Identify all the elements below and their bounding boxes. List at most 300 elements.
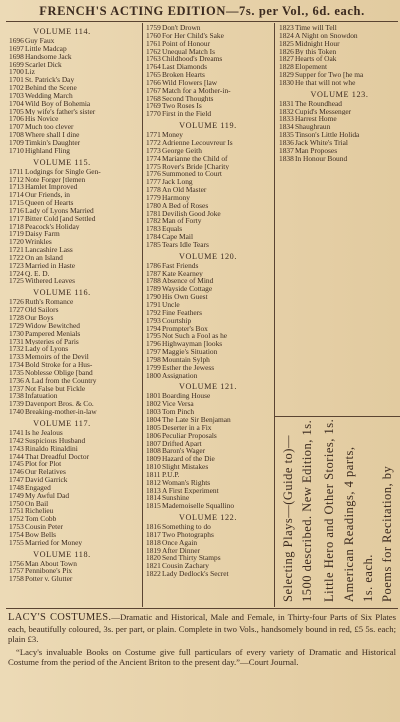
play-title: Assignation xyxy=(162,371,198,380)
play-title: Not False but Fickle xyxy=(25,384,86,393)
volume-heading: VOLUME 120. xyxy=(179,251,237,261)
play-number: 1832 xyxy=(279,107,294,116)
play-title: An Old Master xyxy=(162,186,207,194)
play-number: 1768 xyxy=(146,94,161,103)
play-number: 1821 xyxy=(146,562,161,571)
play-number: 1766 xyxy=(146,78,161,87)
play-entry xyxy=(9,445,115,453)
play-title: Cape Mail xyxy=(162,233,193,241)
play-number: 1756 xyxy=(9,559,24,568)
play-number: 1748 xyxy=(9,483,24,492)
play-entry xyxy=(146,309,270,317)
play-entry xyxy=(9,560,115,568)
play-number: 1801 xyxy=(146,392,161,401)
play-number: 1829 xyxy=(279,71,294,79)
play-entry xyxy=(9,400,115,408)
play-title: Our Relatives xyxy=(25,468,66,477)
play-title: Elopement xyxy=(295,63,328,72)
play-title: Lady of Lyons xyxy=(25,345,69,354)
play-entry xyxy=(9,168,115,176)
play-title: Fine Feathers xyxy=(162,308,203,317)
vertical-line: Selecting Plays—(Guide to)— xyxy=(281,435,295,602)
play-number: 1724 xyxy=(9,269,24,278)
play-entry xyxy=(9,392,115,400)
play-entry xyxy=(9,183,115,191)
play-title: Peacock's Holiday xyxy=(25,222,80,231)
play-entry xyxy=(9,100,115,108)
vertical-line: 1s. each. xyxy=(361,554,375,602)
play-entry xyxy=(9,523,115,531)
play-number: 1696 xyxy=(9,37,24,45)
play-number: 1817 xyxy=(146,530,161,539)
play-number: 1826 xyxy=(279,47,294,56)
play-title: A Night on Snowdon xyxy=(295,31,358,40)
vertical-advert xyxy=(275,418,399,606)
play-number: 1735 xyxy=(9,368,24,377)
play-number: 1713 xyxy=(9,183,24,192)
play-entry xyxy=(279,79,400,87)
play-number: 1726 xyxy=(9,298,24,307)
play-entry xyxy=(146,301,270,309)
play-number: 1721 xyxy=(9,246,24,254)
play-number: 1780 xyxy=(146,201,161,210)
play-title: Bow Bells xyxy=(25,530,57,539)
play-number: 1797 xyxy=(146,348,161,356)
play-number: 1736 xyxy=(9,376,24,385)
play-title: Tom Pinch xyxy=(162,408,195,416)
play-entry xyxy=(146,270,270,278)
play-number: 1787 xyxy=(146,269,161,278)
play-entry xyxy=(9,306,115,314)
play-number: 1810 xyxy=(146,463,161,471)
play-title: On an Island xyxy=(25,253,63,262)
play-entry xyxy=(146,562,270,570)
play-entry xyxy=(9,567,115,575)
volume-heading: VOLUME 123. xyxy=(310,89,369,99)
volume-heading: VOLUME 121. xyxy=(179,382,237,392)
play-title: First in the Field xyxy=(162,110,212,119)
play-entry xyxy=(146,277,270,285)
play-entry xyxy=(146,487,270,495)
play-entry xyxy=(146,71,270,79)
play-title: Wild Flowers [law xyxy=(162,78,218,87)
play-entry xyxy=(146,186,270,194)
play-number: 1788 xyxy=(146,277,161,286)
play-title: Cousin Peter xyxy=(25,523,63,531)
vertical-line: American Readings, 4 parts, xyxy=(342,446,356,602)
play-number: 1712 xyxy=(9,175,24,184)
play-number: 1758 xyxy=(9,575,24,584)
play-entry xyxy=(9,484,115,492)
play-title: Potter v. Glutter xyxy=(25,575,73,584)
play-title: St. Patrick's Day xyxy=(25,76,75,85)
play-title: Send Thirty Stamps xyxy=(162,554,221,563)
play-number: 1831 xyxy=(279,99,294,108)
play-entry xyxy=(146,55,270,63)
play-number: 1822 xyxy=(146,570,161,578)
play-number: 1742 xyxy=(9,436,24,445)
play-title: His Own Guest xyxy=(162,293,208,301)
play-number: 1753 xyxy=(9,523,24,531)
play-number: 1704 xyxy=(9,99,24,108)
play-entry xyxy=(279,147,400,155)
play-number: 1739 xyxy=(9,400,24,409)
play-entry xyxy=(146,131,270,139)
play-title: His Novice xyxy=(25,115,59,124)
play-entry xyxy=(279,115,400,123)
play-title: Jack Long xyxy=(162,178,193,187)
play-entry xyxy=(9,377,115,385)
play-title: Unequal Match Is xyxy=(162,47,215,56)
column-divider-1 xyxy=(142,23,143,607)
play-number: 1833 xyxy=(279,115,294,124)
volume-heading: VOLUME 122. xyxy=(179,513,237,523)
header-rule xyxy=(6,21,398,22)
play-title: After Dinner xyxy=(162,546,200,555)
play-title: Esther the Jewess xyxy=(162,363,215,372)
play-number: 1718 xyxy=(9,222,24,231)
play-number: 1795 xyxy=(146,332,161,341)
play-entry xyxy=(9,230,115,238)
play-title: Tears Idle Tears xyxy=(162,240,209,249)
play-title: Something to do xyxy=(162,523,211,531)
play-entry xyxy=(146,325,270,333)
play-title: Last Diamonds xyxy=(162,63,207,72)
play-entry xyxy=(9,108,115,116)
play-entry xyxy=(146,102,270,110)
play-title: Daisy Farm xyxy=(25,230,60,239)
play-number: 1823 xyxy=(279,24,294,32)
play-title: Adrienne Lecouvreur Is xyxy=(162,138,233,147)
play-entry xyxy=(9,476,115,484)
footer-quote: “Lacy's invaluable Books on Costume give full particulars of every variety of Dramatic and Historical Costume from the period of the Ancient Briton to the present day.”—Court Journal. xyxy=(8,646,396,667)
play-title: Peculiar Proposals xyxy=(162,431,217,440)
play-entry xyxy=(146,494,270,502)
play-entry xyxy=(9,76,115,84)
play-title: Childhood's Dreams xyxy=(162,55,223,64)
play-entry xyxy=(9,45,115,53)
play-entry xyxy=(9,207,115,215)
play-title: My wife's father's sister xyxy=(25,107,96,116)
play-entry xyxy=(279,131,400,139)
play-number: 1838 xyxy=(279,154,294,163)
play-title: Plot for Plot xyxy=(25,460,62,469)
play-number: 1790 xyxy=(146,293,161,301)
play-number: 1751 xyxy=(9,507,24,516)
play-title: Widow Bewitched xyxy=(25,321,80,330)
play-title: George Geith xyxy=(162,146,202,155)
play-number: 1743 xyxy=(9,444,24,453)
play-number: 1820 xyxy=(146,554,161,563)
play-entry xyxy=(9,254,115,262)
play-entry xyxy=(146,317,270,325)
play-title: Sunshine xyxy=(162,494,190,503)
play-title: Jack White's Trial xyxy=(295,138,348,147)
play-entry xyxy=(9,361,115,369)
play-entry xyxy=(9,531,115,539)
play-title: Highwayman [looks xyxy=(162,340,223,349)
play-entry xyxy=(146,178,270,186)
play-entry xyxy=(146,372,270,380)
play-number: 1750 xyxy=(9,499,24,508)
play-title: A Lad from the Country xyxy=(25,376,97,385)
play-title: Two Photographs xyxy=(162,530,214,539)
play-title: Fast Friends xyxy=(162,261,199,270)
play-entry xyxy=(146,332,270,340)
play-number: 1759 xyxy=(146,24,161,32)
play-title: Highland Fling xyxy=(25,146,70,155)
play-number: 1737 xyxy=(9,384,24,393)
play-title: A First Experiment xyxy=(162,486,219,495)
play-entry xyxy=(9,131,115,139)
play-title: Midnight Hour xyxy=(295,39,340,48)
play-entry xyxy=(9,460,115,468)
play-title: Time will Tell xyxy=(295,24,337,32)
play-number: 1705 xyxy=(9,107,24,116)
column-3 xyxy=(279,24,400,163)
play-number: 1830 xyxy=(279,78,294,87)
play-number: 1805 xyxy=(146,423,161,432)
play-number: 1699 xyxy=(9,60,24,69)
play-number: 1717 xyxy=(9,214,24,223)
play-title: Hamlet Improved xyxy=(25,183,78,192)
play-number: 1703 xyxy=(9,91,24,100)
play-entry xyxy=(9,369,115,377)
play-number: 1754 xyxy=(9,530,24,539)
play-number: 1785 xyxy=(146,240,161,249)
play-entry xyxy=(279,55,400,63)
play-title: Cupid's Messenger xyxy=(295,107,352,116)
play-title: For Her Child's Sake xyxy=(162,31,224,40)
play-number: 1813 xyxy=(146,486,161,495)
play-title: Our Friends, in xyxy=(25,191,70,200)
play-title: Withered Leaves xyxy=(25,277,75,286)
play-number: 1786 xyxy=(146,261,161,270)
play-entry xyxy=(146,400,270,408)
play-title: Richelieu xyxy=(25,507,54,516)
play-title: Summoned to Court xyxy=(162,170,222,179)
play-number: 1804 xyxy=(146,415,161,424)
play-number: 1784 xyxy=(146,233,161,241)
play-number: 1827 xyxy=(279,55,294,64)
play-entry xyxy=(9,453,115,461)
play-number: 1722 xyxy=(9,253,24,262)
play-title: Man Proposes xyxy=(295,146,338,155)
play-number: 1738 xyxy=(9,392,24,401)
play-number: 1734 xyxy=(9,361,24,369)
play-title: Maggie's Situation xyxy=(162,348,218,356)
play-entry xyxy=(146,392,270,400)
vertical-line: Poems for Recitation, by xyxy=(380,465,394,602)
play-number: 1802 xyxy=(146,400,161,409)
play-entry xyxy=(279,24,400,32)
play-entry xyxy=(9,353,115,361)
play-title: Pennibone's Pix xyxy=(25,567,73,576)
page-header: FRENCH'S ACTING EDITION—7s. per Vol., 6d. each. xyxy=(39,4,365,18)
play-number: 1828 xyxy=(279,63,294,72)
play-title: Harrest Home xyxy=(295,115,337,124)
play-number: 1730 xyxy=(9,329,24,338)
play-number: 1710 xyxy=(9,146,24,155)
play-entry xyxy=(9,298,115,306)
footer-rule xyxy=(6,608,398,609)
play-number: 1731 xyxy=(9,337,24,346)
volume-heading: VOLUME 118. xyxy=(33,549,91,559)
play-entry xyxy=(279,139,400,147)
play-title: Tinson's Little Holida xyxy=(295,131,360,139)
play-number: 1835 xyxy=(279,131,294,139)
play-entry xyxy=(9,61,115,69)
play-number: 1706 xyxy=(9,115,24,124)
play-entry xyxy=(146,217,270,225)
play-entry xyxy=(9,314,115,322)
play-title: Baron's Wager xyxy=(162,447,206,456)
play-entry xyxy=(279,100,400,108)
play-number: 1807 xyxy=(146,439,161,448)
play-number: 1789 xyxy=(146,285,161,294)
play-entry xyxy=(279,48,400,56)
play-entry xyxy=(146,110,270,118)
play-entry xyxy=(279,155,400,163)
play-title: Equals xyxy=(162,225,183,234)
play-entry xyxy=(9,539,115,547)
play-title: Rinaldo Rinaldini xyxy=(25,444,78,453)
advert-rule xyxy=(275,416,400,417)
play-title: Ruth's Romance xyxy=(25,298,74,307)
play-title: Supper for Two [he ma xyxy=(295,71,364,79)
play-number: 1727 xyxy=(9,306,24,314)
play-entry xyxy=(146,48,270,56)
play-number: 1707 xyxy=(9,123,24,132)
play-number: 1747 xyxy=(9,476,24,484)
play-entry xyxy=(9,92,115,100)
play-number: 1774 xyxy=(146,154,161,163)
play-entry xyxy=(9,147,115,155)
footer-paragraph xyxy=(8,612,396,645)
play-number: 1775 xyxy=(146,162,161,171)
play-title: Scarlet Dick xyxy=(25,60,62,69)
play-title: Don't Drown xyxy=(162,24,201,32)
play-entry xyxy=(146,225,270,233)
play-number: 1701 xyxy=(9,76,24,85)
play-title: Memoirs of the Devil xyxy=(25,353,89,362)
footer-body: —Dramatic and Historical, Male and Female, in Thirty-four Parts of Six Plates each, beautifully coloured, 3s. per part, or plain. Complete in two Vols., handsomely bound in red, £5 5s. each; plain £3. xyxy=(8,612,396,644)
play-entry xyxy=(146,502,270,510)
play-number: 1771 xyxy=(146,131,161,139)
play-title: On Bail xyxy=(25,499,49,508)
footer-advert xyxy=(8,612,396,668)
play-entry xyxy=(146,24,270,32)
play-title: Lancashire Lass xyxy=(25,246,73,254)
play-entry xyxy=(146,416,270,424)
play-entry xyxy=(146,147,270,155)
play-title: Wayside Cottage xyxy=(162,285,213,294)
play-entry xyxy=(146,79,270,87)
play-title: Timkin's Daughter xyxy=(25,138,81,147)
play-number: 1825 xyxy=(279,39,294,48)
play-title: Bitter Cold [and Settled xyxy=(25,214,96,223)
play-title: He that will not whe xyxy=(295,78,356,87)
play-title: Our Boys xyxy=(25,314,54,322)
play-title: Mysteries of Paris xyxy=(25,337,79,346)
play-number: 1834 xyxy=(279,123,294,132)
play-entry xyxy=(146,63,270,71)
vertical-line: Little Hero and Other Stories, 1s. xyxy=(322,418,336,602)
play-number: 1816 xyxy=(146,523,161,531)
play-number: 1800 xyxy=(146,371,161,380)
play-number: 1836 xyxy=(279,138,294,147)
play-title: Behind the Scene xyxy=(25,84,77,92)
play-entry xyxy=(146,570,270,578)
play-title: Old Sailors xyxy=(25,306,59,314)
play-entry xyxy=(9,515,115,523)
play-title: Hazard of the Die xyxy=(162,455,215,464)
play-title: Queen of Hearts xyxy=(25,199,74,207)
play-number: 1709 xyxy=(9,138,24,147)
play-entry xyxy=(146,539,270,547)
play-entry xyxy=(146,210,270,218)
play-entry xyxy=(9,84,115,92)
play-number: 1777 xyxy=(146,178,161,187)
play-number: 1767 xyxy=(146,86,161,95)
volume-heading: VOLUME 119. xyxy=(179,121,237,131)
play-title: Married in Haste xyxy=(25,261,76,270)
play-entry xyxy=(9,270,115,278)
play-title: Suspicious Husband xyxy=(25,436,86,445)
play-number: 1776 xyxy=(146,170,161,179)
play-entry xyxy=(9,322,115,330)
play-number: 1792 xyxy=(146,308,161,317)
play-number: 1799 xyxy=(146,363,161,372)
play-number: 1708 xyxy=(9,131,24,139)
play-number: 1763 xyxy=(146,55,161,64)
play-title: Hearts of Oak xyxy=(295,55,337,64)
play-entry xyxy=(9,500,115,508)
play-entry xyxy=(146,364,270,372)
play-entry xyxy=(9,191,115,199)
play-title: Wedding March xyxy=(25,91,73,100)
play-number: 1714 xyxy=(9,191,24,200)
play-title: Wrinkles xyxy=(25,238,52,247)
play-title: Broken Hearts xyxy=(162,71,205,79)
play-title: Two Roses Is xyxy=(162,102,202,111)
play-entry xyxy=(146,547,270,555)
play-title: P.U.P. xyxy=(162,470,180,479)
play-entry xyxy=(9,53,115,61)
play-entry xyxy=(9,345,115,353)
play-title: Breaking-mother-in-law xyxy=(25,408,97,416)
play-number: 1796 xyxy=(146,340,161,349)
play-title: Once Again xyxy=(162,538,198,547)
play-entry xyxy=(146,155,270,163)
play-entry xyxy=(146,523,270,531)
play-entry xyxy=(9,437,115,445)
play-title: Marianne the Child of xyxy=(162,154,228,163)
play-number: 1837 xyxy=(279,146,294,155)
play-title: Man About Town xyxy=(25,559,77,568)
play-entry xyxy=(9,468,115,476)
play-number: 1793 xyxy=(146,316,161,325)
play-entry xyxy=(146,95,270,103)
play-number: 1798 xyxy=(146,355,161,364)
play-entry xyxy=(146,170,270,178)
play-number: 1744 xyxy=(9,452,24,461)
play-entry xyxy=(146,554,270,562)
play-title: Absence of Mind xyxy=(162,277,214,286)
play-number: 1741 xyxy=(9,428,24,437)
play-entry xyxy=(9,223,115,231)
play-number: 1808 xyxy=(146,447,161,456)
